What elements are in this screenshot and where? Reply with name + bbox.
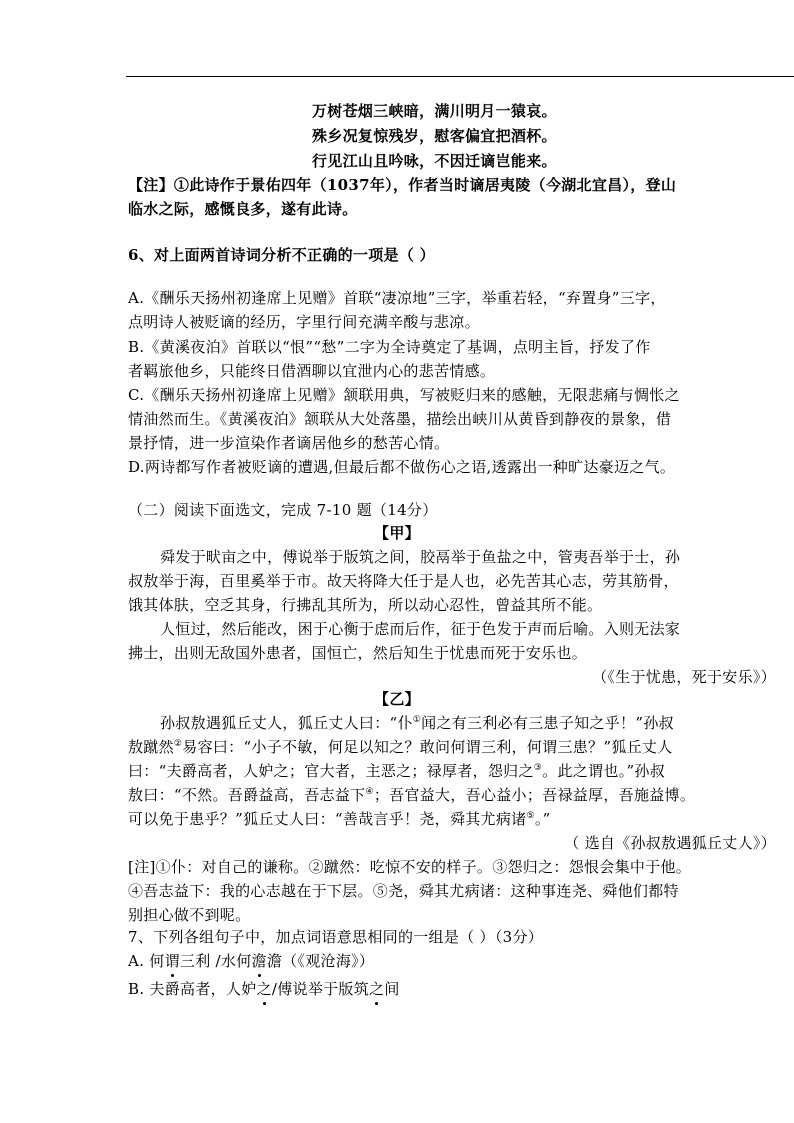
q6-option-b-line-1: B.《黄溪夜泊》首联以“恨”“愁”二字为全诗奠定了基调，点明主旨，抒发了作 [128, 338, 651, 356]
yi-para-line-5: 可以免于患乎？”狐丘丈人曰：“善哉言乎！尧，舜其尤病诸⑤。” [128, 810, 551, 828]
q6-option-b-line-2: 者羁旅他乡，只能终日借酒聊以宜泄内心的悲苦情感。 [128, 362, 496, 380]
note-line-1: 【注】①此诗作于景佑四年（1037年），作者当时谪居夷陵（今湖北宜昌），登山 [128, 176, 677, 194]
yi-source: （ 选自《孙叔敖遇狐丘丈人》） [564, 834, 776, 852]
footnote-mark-2: ② [173, 739, 183, 749]
footnote-mark-1: ① [412, 715, 422, 725]
footnote-line-1: [注]①仆：对自己的谦称。②蹴然：吃惊不安的样子。③怨归之：怨恨会集中于他。 [128, 858, 692, 876]
footnote-line-2: ④吾志益下：我的心志越在于下层。⑤尧，舜其尤病诸：这种事连尧、舜他们都特 [128, 882, 679, 900]
q6-option-c-line-1: C.《酬乐天扬州初逢席上见赠》颔联用典，写被贬归来的感触，无限悲痛与惆怅之 [128, 386, 680, 404]
yi-para-line-3: 曰：“夫爵高者，人妒之；官大者，主恶之；禄厚者，怨归之③。此之谓也。”孙叔 [128, 762, 666, 780]
footnote-mark-4: ④ [365, 787, 374, 797]
jia-para-2-line-2: 拂士，出则无敌国外患者，国恒亡，然后知生于忧患而死于安乐也。 [128, 644, 588, 662]
question-6-stem: 6、对上面两首诗词分析不正确的一项是（ ） [128, 246, 435, 264]
poem-line-3: 行见江山且吟咏，不因迁谪岂能来。 [312, 152, 557, 170]
footnote-mark-3: ③ [533, 763, 543, 773]
yi-para-line-2: 敖蹴然②易容曰：“小子不敏，何足以知之？敢问何谓三利，何谓三患？”狐丘丈人 [128, 738, 673, 756]
q6-option-c-line-2: 情油然而生。《黄溪夜泊》颔联从大处落墨，描绘出峡川从黄昏到静夜的景象，借 [128, 410, 672, 428]
jia-para-2-line-1: 人恒过，然后能改，困于心衡于虑而后作，征于色发于声而后喻。入则无法家 [160, 620, 681, 638]
note-line-2: 临水之际，感慨良多，遂有此诗。 [128, 200, 358, 218]
emphasis-dot-char: 之 [256, 980, 272, 998]
q6-option-d-line-1: D.两诗都写作者被贬谪的遭遇,但最后都不做伤心之语,透露出一种旷达豪迈之气。 [128, 458, 676, 476]
yi-para-line-1: 孙叔敖遇狐丘丈人，狐丘丈人曰：“仆①闻之有三利必有三患子知之乎！”孙叔 [160, 714, 674, 732]
q7-option-b: B. 夫爵高者，人妒之/傅说举于版筑之间 [128, 980, 400, 998]
yi-para-line-4: 敖曰：“不然。吾爵益高，吾志益下④；吾官益大，吾心益小；吾禄益厚，吾施益博。 [128, 786, 696, 804]
footnote-mark-5: ⑤ [526, 811, 535, 821]
yi-title: 【乙】 [374, 690, 420, 708]
emphasis-dot-char: 澹 [251, 952, 267, 970]
jia-para-1-line-2: 叔敖举于海，百里奚举于市。故天将降大任于是人也，必先苦其心志，劳其筋骨， [128, 572, 679, 590]
q6-option-c-line-3: 景抒情，进一步渲染作者谪居他乡的愁苦心情。 [128, 434, 450, 452]
jia-title: 【甲】 [374, 524, 420, 542]
section-2-heading: （二）阅读下面选文，完成 7-10 题（14分） [128, 501, 438, 519]
jia-para-1-line-1: 舜发于畎亩之中，傅说举于版筑之间，胶鬲举于鱼盐之中，管夷吾举于士，孙 [160, 548, 681, 566]
q6-option-a-line-1: A.《酬乐天扬州初逢席上见赠》首联“凄凉地”三字，举重若轻，“弃置身”三字， [128, 289, 666, 307]
poem-line-1: 万树苍烟三峡暗，满川明月一猿哀。 [312, 102, 557, 120]
q7-option-a: A. 何谓三利 /水何澹澹（《观沧海》） [128, 952, 375, 970]
emphasis-dot-char: 之 [369, 980, 385, 998]
emphasis-dot-char: 谓 [164, 952, 180, 970]
header-rule [126, 76, 794, 77]
q6-option-a-line-2: 点明诗人被贬谪的经历，字里行间充满辛酸与悲凉。 [128, 313, 480, 331]
jia-source: （《生于忧患，死于安乐》） [592, 668, 776, 686]
question-7-stem: 7、下列各组句子中，加点词语意思相同的一组是（ ）（3分） [128, 928, 544, 946]
poem-line-2: 殊乡况复惊残岁，慰客偏宜把酒杯。 [312, 127, 557, 145]
footnote-line-3: 别担心做不到呢。 [128, 906, 251, 924]
jia-para-1-line-3: 饿其体肤，空乏其身，行拂乱其所为，所以动心忍性，曾益其所不能。 [128, 596, 603, 614]
